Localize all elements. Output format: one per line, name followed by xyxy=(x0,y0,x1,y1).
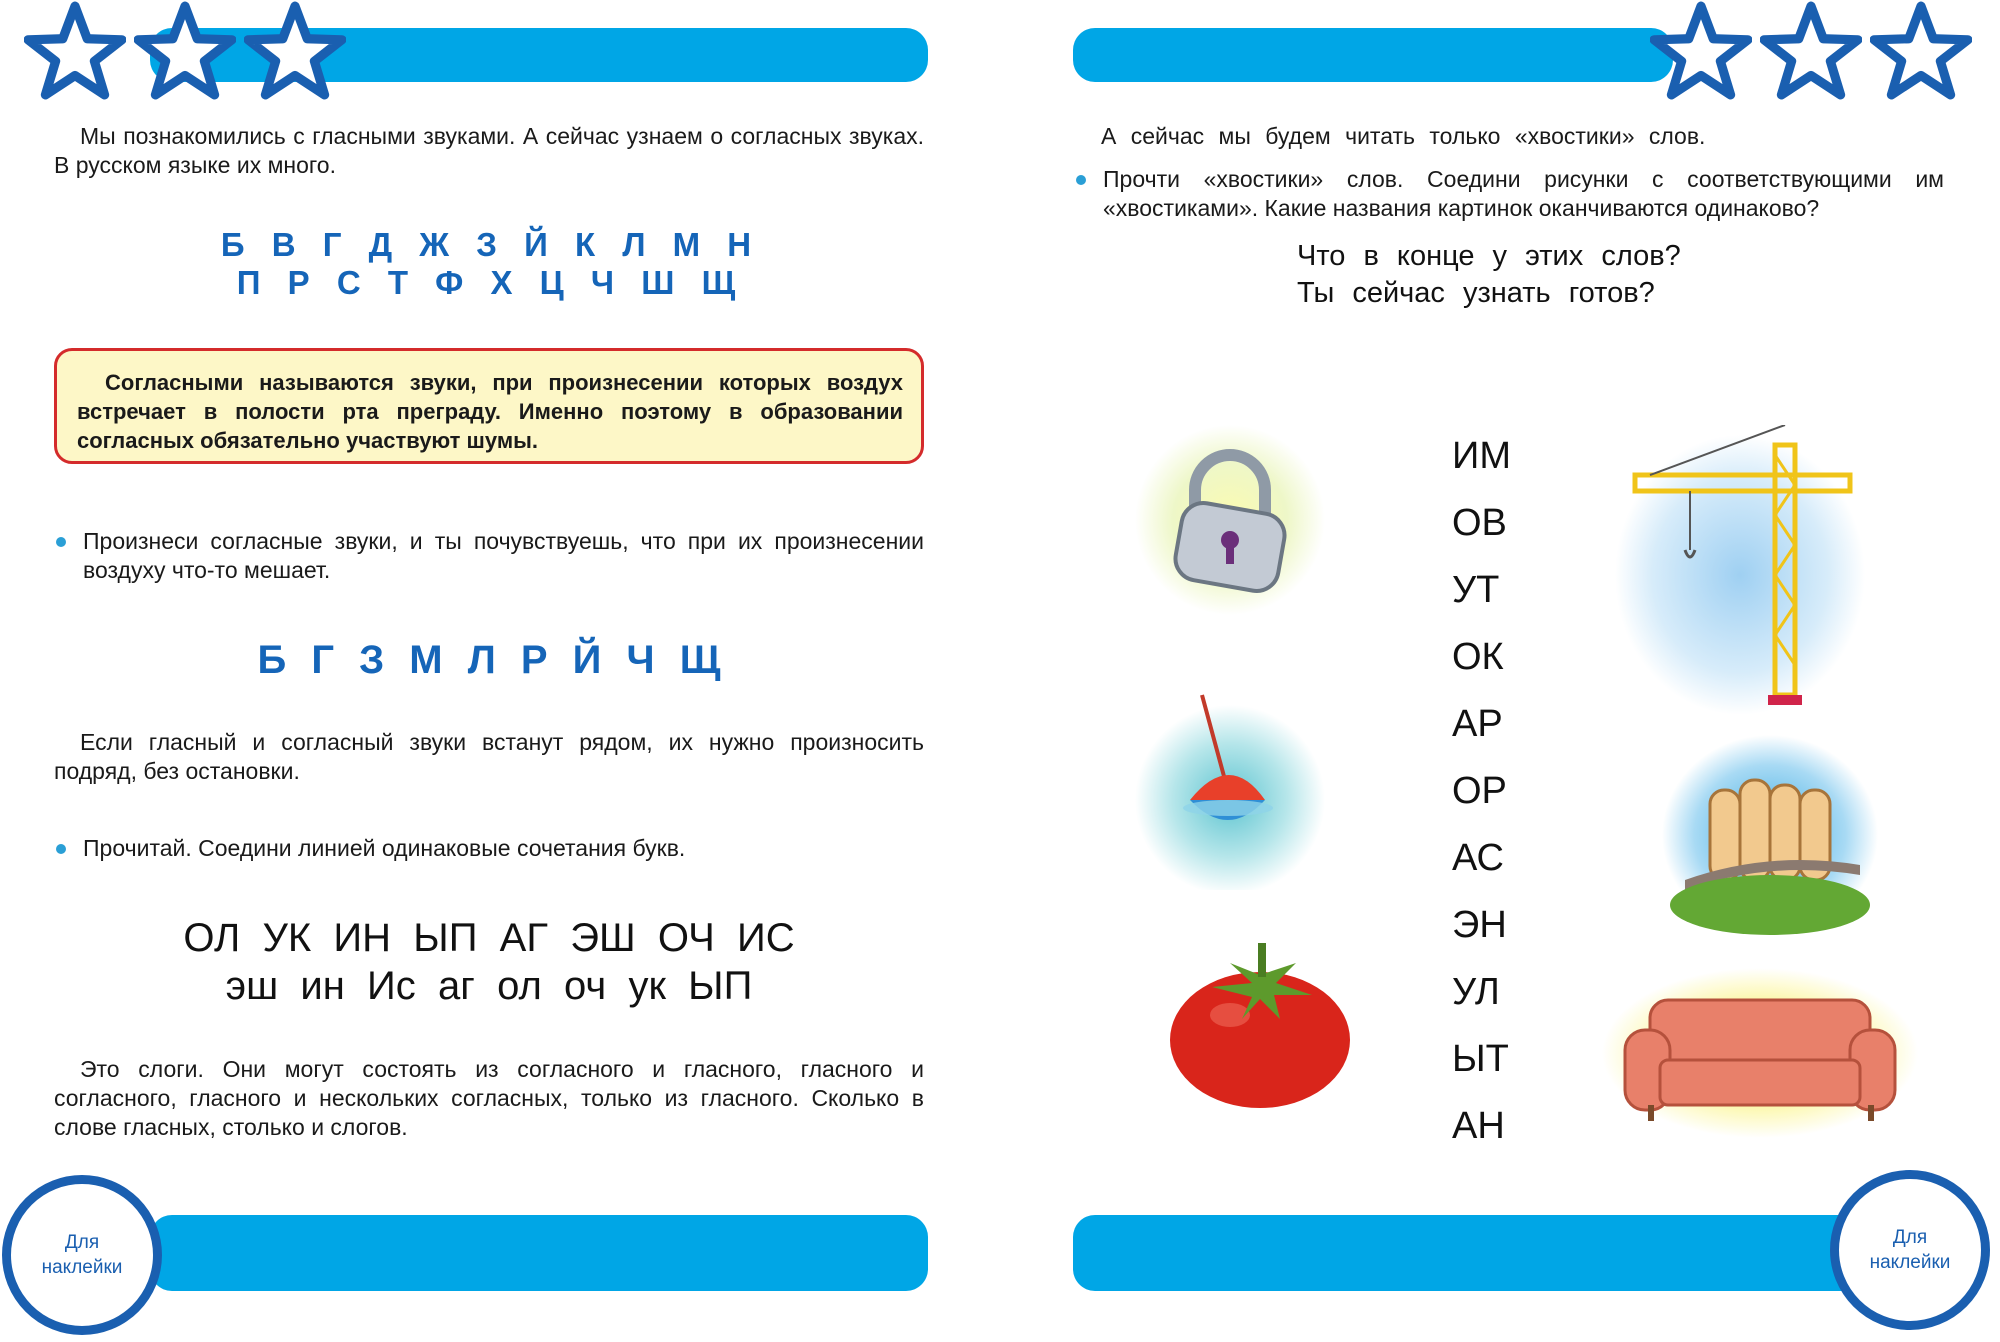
consonants-row-2: П Р С Т Ф Х Ц Ч Ш Щ xyxy=(236,264,742,301)
sticker-label-line2: наклейки xyxy=(1869,1252,1951,1273)
verse-line-2: Ты сейчас узнать готов? xyxy=(1297,277,1655,309)
star-icon xyxy=(1870,0,1972,102)
crane-icon xyxy=(1590,425,1870,715)
bullet-icon xyxy=(56,844,66,854)
ending-item: ЭН xyxy=(1452,904,1507,946)
sofa-icon xyxy=(1600,965,1920,1140)
verse-line-1: Что в конце у этих слов? xyxy=(1297,240,1681,272)
difficulty-stars-left xyxy=(24,0,346,102)
rule-text: Согласными называются звуки, при произнесении которых воздух встречает в полости рта преграду. Именно поэтому в образовании согласных обязательно участвуют шумы. xyxy=(77,370,903,453)
bullet-icon xyxy=(56,537,66,547)
ending-item: ОР xyxy=(1452,770,1507,812)
bullet-icon xyxy=(1076,175,1086,185)
task-pronounce-text: Произнеси согласные звуки, и ты почувствуешь, что при их произнесении воздуху что-то мешает. xyxy=(83,528,924,583)
sticker-placeholder-right xyxy=(1830,1170,1990,1330)
sticker-placeholder-left xyxy=(2,1175,162,1335)
ending-item: ЫТ xyxy=(1452,1038,1509,1080)
endings-list xyxy=(1452,430,1552,1167)
syllables-row-1: ОЛ УК ИН ЫП АГ ЭШ ОЧ ИС xyxy=(183,916,795,960)
ending-item: АС xyxy=(1452,837,1504,879)
consonants-sample: Б Г З М Л Р Й Ч Щ xyxy=(257,638,721,682)
summary-text: Это слоги. Они могут состоять из согласного и гласного, гласного и согласного, гласного и нескольких согласных, только из гласного. Сколько в слове гласных, столько и слогов. xyxy=(54,1056,924,1140)
bottom-bar-left xyxy=(150,1215,928,1291)
ending-item: АР xyxy=(1452,703,1503,745)
bottom-bar-right xyxy=(1073,1215,1893,1291)
star-icon xyxy=(1760,0,1862,102)
ending-item: АН xyxy=(1452,1105,1505,1147)
note-text: Если гласный и согласный звуки встанут рядом, их нужно произносить подряд, без остановки. xyxy=(54,729,924,784)
fence-icon xyxy=(1660,730,1880,940)
ending-item: ИМ xyxy=(1452,435,1511,477)
task-connect xyxy=(54,834,924,863)
tomato-icon xyxy=(1160,935,1360,1110)
star-icon xyxy=(1650,0,1752,102)
sticker-label-line1: Для xyxy=(64,1232,100,1253)
syllables-row-2: эш ин Ис аг ол оч ук ЫП xyxy=(225,964,753,1008)
ending-item: УЛ xyxy=(1452,971,1500,1013)
sticker-label-line1: Для xyxy=(1892,1227,1928,1248)
task-match-pictures xyxy=(1074,165,1944,223)
sticker-label-line2: наклейки xyxy=(41,1257,123,1278)
ending-item: УТ xyxy=(1452,569,1500,611)
ending-item: ОВ xyxy=(1452,502,1507,544)
task-pronounce xyxy=(54,527,924,585)
intro-text: Мы познакомились с гласными звуками. А сейчас узнаем о согласных звуках. В русском языке их много. xyxy=(54,123,924,178)
task-connect-text: Прочитай. Соедини линией одинаковые сочетания букв. xyxy=(83,835,686,861)
star-icon xyxy=(134,0,236,102)
top-bar-right xyxy=(1073,28,1673,82)
star-icon xyxy=(244,0,346,102)
difficulty-stars-right xyxy=(1650,0,1972,102)
right-intro-text: А сейчас мы будем читать только «хвостики» слов. xyxy=(1101,123,1706,149)
task-match-pictures-text: Прочти «хвостики» слов. Соедини рисунки с соответствующими им «хвостиками». Какие названия картинок оканчиваются одинаково? xyxy=(1103,166,1944,221)
star-icon xyxy=(24,0,126,102)
consonants-row-1: Б В Г Д Ж З Й К Л М Н xyxy=(220,226,758,263)
fishing-float-icon xyxy=(1130,690,1330,890)
ending-item: ОК xyxy=(1452,636,1504,678)
rule-box xyxy=(54,348,924,464)
lock-icon xyxy=(1130,420,1330,620)
